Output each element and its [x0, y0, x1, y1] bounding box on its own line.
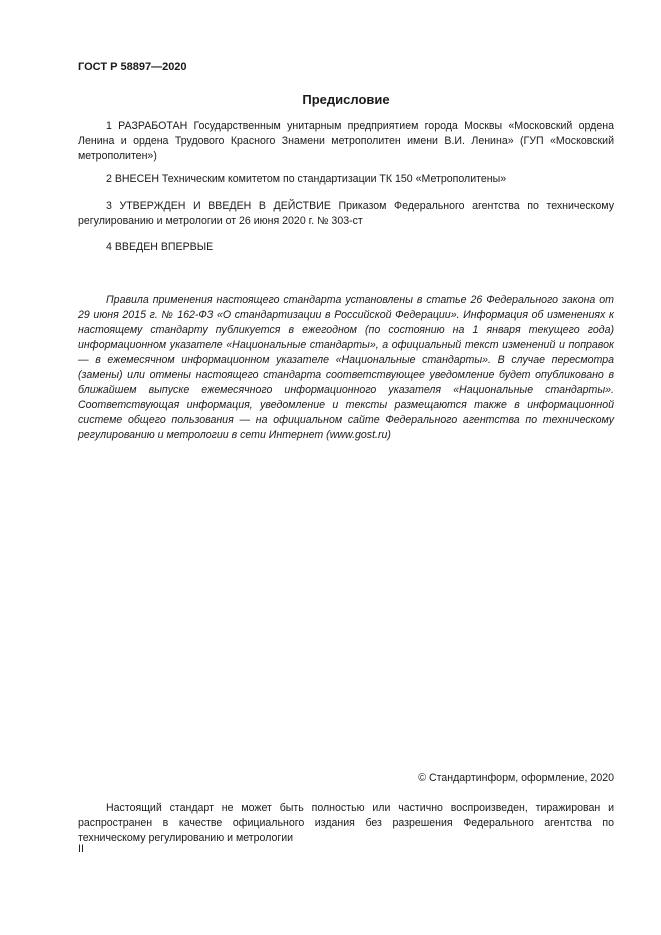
foreword-item-3: 3 УТВЕРЖДЕН И ВВЕДЕН В ДЕЙСТВИЕ Приказом Федерального агентства по техническому регулированию и метрологии от 26 июня 2020 г. № 303-ст [78, 200, 614, 227]
copyright-line: © Стандартинформ, оформление, 2020 [418, 772, 614, 784]
document-code: ГОСТ Р 58897—2020 [78, 61, 187, 73]
foreword-item-1: 1 РАЗРАБОТАН Государственным унитарным предприятием города Москвы «Московский ордена Ленина и ордена Трудового Красного Знамени метрополитен имени В.И. Ленина» (ГУП «Московский метрополитен») [78, 120, 614, 162]
page-number: II [78, 843, 84, 855]
foreword-item-4: 4 ВВЕДЕН ВПЕРВЫЕ [106, 241, 214, 253]
page-title: Предисловие [302, 92, 390, 107]
reproduction-notice: Настоящий стандарт не может быть полностью или частично воспроизведен, тиражирован и распространен в качестве официального издания без разрешения Федерального агентства по техническому регулированию и метрологии [78, 802, 614, 844]
foreword-item-2: 2 ВНЕСЕН Техническим комитетом по стандартизации ТК 150 «Метрополитены» [106, 173, 507, 185]
standard-application-notice: Правила применения настоящего стандарта установлены в статье 26 Федерального закона от 29 июня 2015 г. № 162-ФЗ «О стандартизации в Российской Федерации». Информация об изменениях к настоящему стандарту публикуется в ежегодном (по состоянию на 1 января текущего года) информационном указателе «Национальные стандарты», а официальный текст изменений и поправок — в ежемесячном информационном указателе «Национальные стандарты». В случае пересмотра (замены) или отмены настоящего стандарта соответствующее уведомление будет опубликовано в ближайшем выпуске ежемесячного информационного указателя «Национальные стандарты». Соответствующая информация, уведомление и тексты размещаются также в информационной системе общего пользования — на официальном сайте Федерального агентства по техническому регулированию и метрологии в сети Интернет (www.gost.ru) [78, 294, 614, 441]
